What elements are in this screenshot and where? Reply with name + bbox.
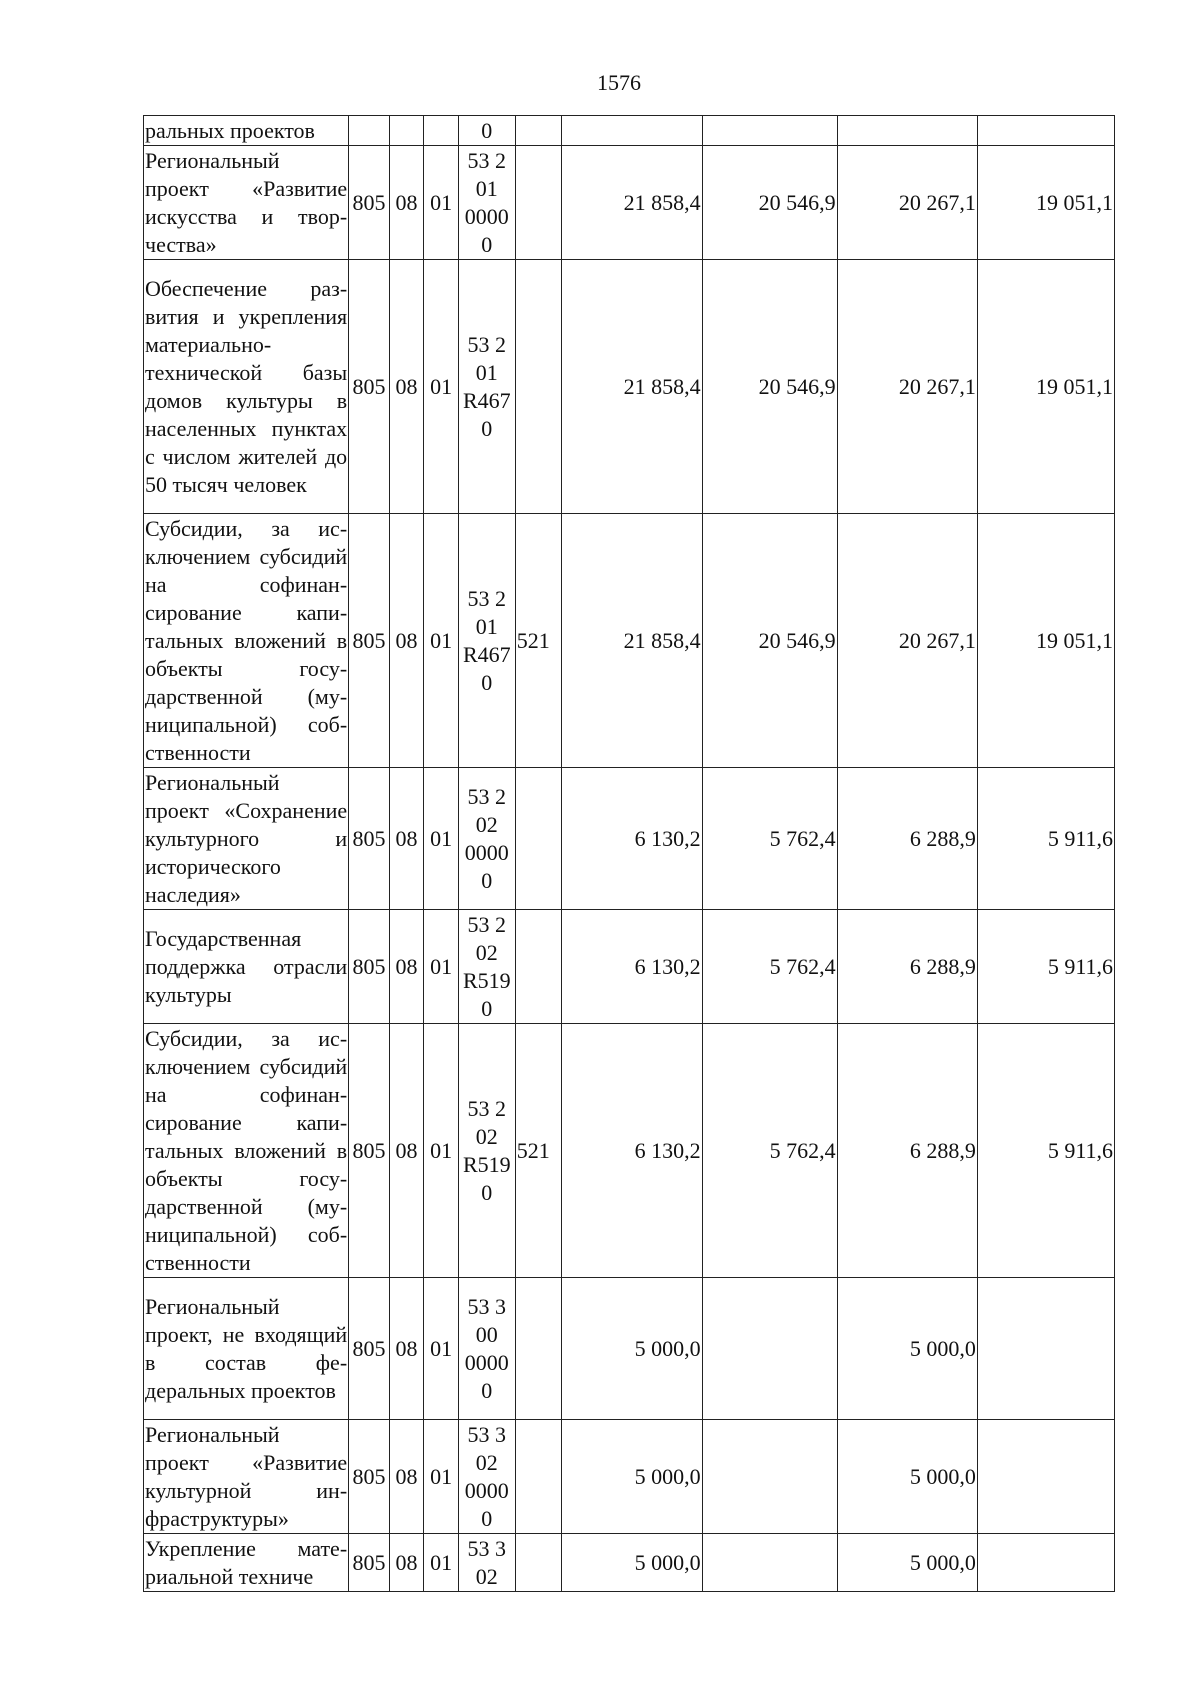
subsection-code: 01 [424,1420,459,1534]
amount-col-3: 5 000,0 [837,1278,977,1420]
ministry-code: 805 [349,910,390,1024]
section-code: 08 [389,768,424,910]
subsection-code: 01 [424,1278,459,1420]
target-article-code: 53 2 01 0000 0 [458,146,515,260]
amount-col-3: 20 267,1 [837,260,977,514]
expense-type-code [515,116,562,146]
subsection-code: 01 [424,514,459,768]
subsection-code: 01 [424,768,459,910]
section-code [389,116,424,146]
row-name: Региональный проект «Сохранение культурного и исторического наследия» [144,768,349,910]
amount-col-2: 20 546,9 [702,146,837,260]
amount-col-4 [977,1278,1114,1420]
section-code: 08 [389,910,424,1024]
section-code: 08 [389,260,424,514]
amount-col-2: 5 762,4 [702,910,837,1024]
amount-col-2 [702,1534,837,1592]
ministry-code: 805 [349,1534,390,1592]
expense-type-code: 521 [515,1024,562,1278]
amount-col-1 [562,116,702,146]
expense-type-code [515,1420,562,1534]
amount-col-2 [702,116,837,146]
target-article-code: 0 [458,116,515,146]
expense-type-code [515,260,562,514]
expense-type-code [515,768,562,910]
amount-col-4 [977,116,1114,146]
amount-col-2: 20 546,9 [702,514,837,768]
amount-col-4: 19 051,1 [977,260,1114,514]
amount-col-2 [702,1420,837,1534]
row-name: Государственная поддержка отрасли культуры [144,910,349,1024]
table-row [144,1534,1115,1592]
amount-col-3: 6 288,9 [837,768,977,910]
target-article-code: 53 2 01 R467 0 [458,514,515,768]
section-code: 08 [389,1420,424,1534]
section-code: 08 [389,146,424,260]
row-name: Региональный проект «Развитие искусства и творчества» [144,146,349,260]
target-article-code: 53 3 02 [458,1534,515,1592]
row-name: Субсидии, за исключением субсидий на софинансирование капитальных вложений в объекты государственной (муниципальной) собственности [144,1024,349,1278]
amount-col-1: 21 858,4 [562,260,702,514]
expense-type-code [515,1278,562,1420]
amount-col-4: 5 911,6 [977,910,1114,1024]
table-row [144,910,1115,1024]
table-row [144,260,1115,514]
target-article-code: 53 3 02 0000 0 [458,1420,515,1534]
amount-col-2 [702,1278,837,1420]
table-row [144,1024,1115,1278]
amount-col-1: 6 130,2 [562,1024,702,1278]
amount-col-1: 6 130,2 [562,768,702,910]
target-article-code: 53 2 02 R519 0 [458,910,515,1024]
amount-col-1: 21 858,4 [562,146,702,260]
table-row [144,514,1115,768]
table-row [144,1278,1115,1420]
page-number: 1576 [597,70,641,95]
amount-col-3: 20 267,1 [837,514,977,768]
amount-col-2: 5 762,4 [702,1024,837,1278]
row-name: Обеспечение развития и укрепления материально-технической базы домов культуры в населенных пунктах с числом жителей до 50 тысяч человек [144,260,349,514]
table-row [144,1420,1115,1534]
amount-col-3: 6 288,9 [837,1024,977,1278]
table-row [144,146,1115,260]
subsection-code: 01 [424,1534,459,1592]
ministry-code: 805 [349,1420,390,1534]
amount-col-1: 21 858,4 [562,514,702,768]
expense-type-code: 521 [515,514,562,768]
ministry-code: 805 [349,1278,390,1420]
section-code: 08 [389,1024,424,1278]
section-code: 08 [389,1278,424,1420]
expense-type-code [515,1534,562,1592]
row-name: Укрепление материальной техниче [144,1534,349,1592]
amount-col-3 [837,116,977,146]
section-code: 08 [389,514,424,768]
amount-col-3: 6 288,9 [837,910,977,1024]
amount-col-1: 5 000,0 [562,1420,702,1534]
amount-col-2: 5 762,4 [702,768,837,910]
ministry-code: 805 [349,1024,390,1278]
amount-col-3: 5 000,0 [837,1534,977,1592]
amount-col-1: 5 000,0 [562,1534,702,1592]
row-name: ральных проектов [144,116,349,146]
row-name: Региональный проект, не входящий в состав федеральных проектов [144,1278,349,1420]
subsection-code: 01 [424,260,459,514]
amount-col-4 [977,1420,1114,1534]
amount-col-4: 19 051,1 [977,146,1114,260]
table-body [144,116,1115,1592]
subsection-code: 01 [424,146,459,260]
ministry-code: 805 [349,146,390,260]
amount-col-4 [977,1534,1114,1592]
expense-type-code [515,146,562,260]
target-article-code: 53 2 02 R519 0 [458,1024,515,1278]
table-row [144,116,1115,146]
target-article-code: 53 3 00 0000 0 [458,1278,515,1420]
row-name: Субсидии, за исключением субсидий на софинансирование капитальных вложений в объекты государственной (муниципальной) собственности [144,514,349,768]
amount-col-3: 5 000,0 [837,1420,977,1534]
ministry-code: 805 [349,514,390,768]
row-name: Региональный проект «Развитие культурной инфраструктуры» [144,1420,349,1534]
target-article-code: 53 2 01 R467 0 [458,260,515,514]
amount-col-1: 6 130,2 [562,910,702,1024]
budget-table [143,115,1115,1592]
subsection-code: 01 [424,910,459,1024]
subsection-code [424,116,459,146]
target-article-code: 53 2 02 0000 0 [458,768,515,910]
ministry-code [349,116,390,146]
amount-col-4: 19 051,1 [977,514,1114,768]
section-code: 08 [389,1534,424,1592]
amount-col-2: 20 546,9 [702,260,837,514]
table-row [144,768,1115,910]
amount-col-4: 5 911,6 [977,768,1114,910]
amount-col-4: 5 911,6 [977,1024,1114,1278]
subsection-code: 01 [424,1024,459,1278]
ministry-code: 805 [349,260,390,514]
amount-col-3: 20 267,1 [837,146,977,260]
ministry-code: 805 [349,768,390,910]
expense-type-code [515,910,562,1024]
amount-col-1: 5 000,0 [562,1278,702,1420]
